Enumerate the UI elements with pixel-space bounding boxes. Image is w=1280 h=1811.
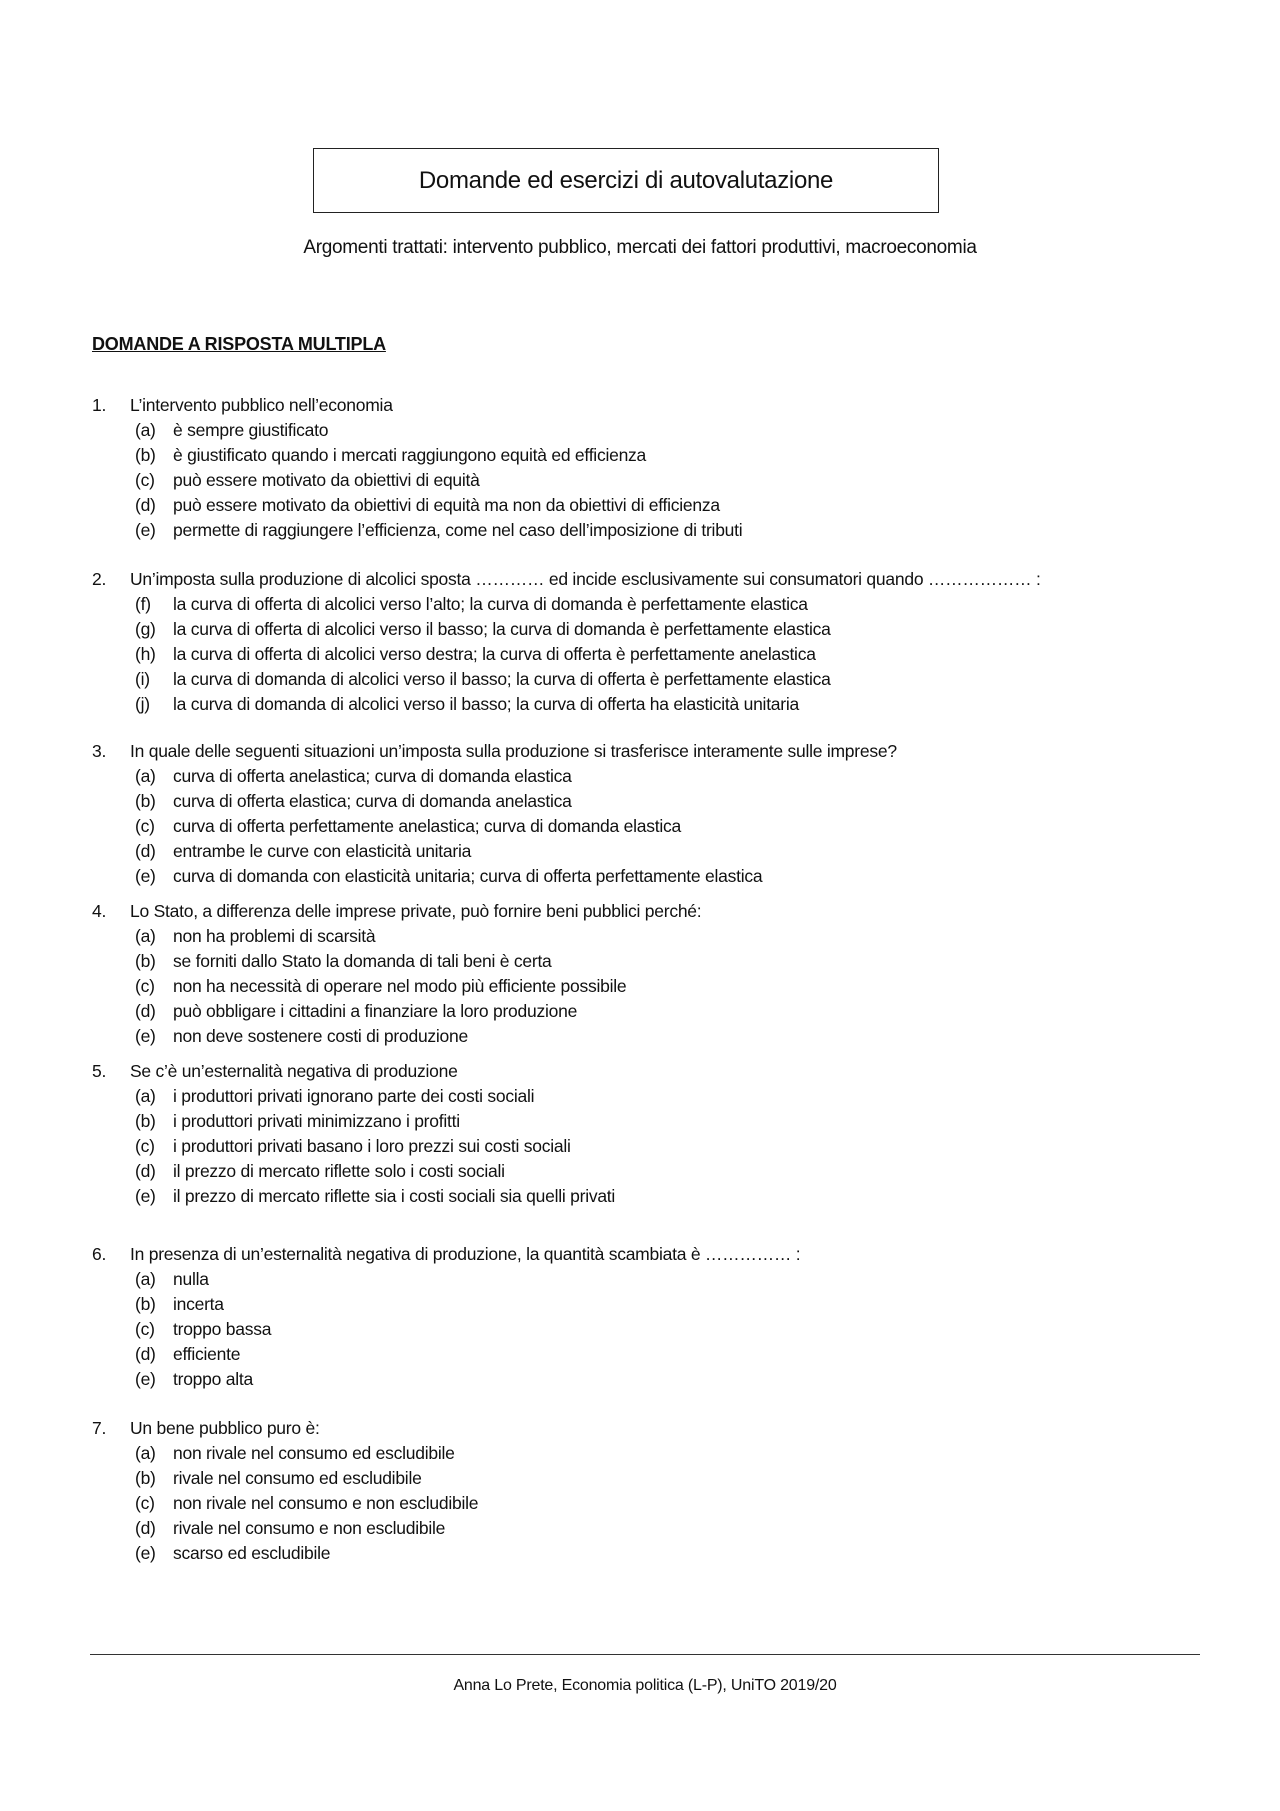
- question-stem: [92, 1059, 1192, 1084]
- option-text: può essere motivato da obiettivi di equità ma non da obiettivi di efficienza: [173, 495, 720, 515]
- title-box: [313, 148, 939, 213]
- answer-option: [92, 692, 1192, 717]
- question-stem: [92, 567, 1192, 592]
- option-text: curva di domanda con elasticità unitaria; curva di offerta perfettamente elastica: [173, 866, 763, 886]
- option-text: nulla: [173, 1269, 209, 1289]
- answer-option: [92, 1317, 1192, 1342]
- page-subtitle: Argomenti trattati: intervento pubblico, mercati dei fattori produttivi, macroeconomia: [303, 237, 977, 258]
- option-letter: (e): [135, 1186, 156, 1206]
- option-letter: (e): [135, 1543, 156, 1563]
- option-text: curva di offerta anelastica; curva di domanda elastica: [173, 766, 572, 786]
- option-letter: (e): [135, 1369, 156, 1389]
- question-number: 5.: [92, 1061, 107, 1081]
- option-text: non deve sostenere costi di produzione: [173, 1026, 469, 1046]
- answer-option: [92, 592, 1192, 617]
- option-text: rivale nel consumo e non escludibile: [173, 1518, 446, 1538]
- option-text: può obbligare i cittadini a finanziare la loro produzione: [173, 1001, 578, 1021]
- answer-option: [92, 617, 1192, 642]
- option-text: la curva di offerta di alcolici verso l’alto; la curva di domanda è perfettamente elastica: [173, 594, 808, 614]
- answer-option: [92, 518, 1192, 543]
- answer-option: [92, 1184, 1192, 1209]
- question-6: [92, 1242, 1192, 1392]
- option-letter: (a): [135, 420, 156, 440]
- option-letter: (d): [135, 1344, 156, 1364]
- answer-option: [92, 864, 1192, 889]
- answer-option: [92, 1159, 1192, 1184]
- question-text: Lo Stato, a differenza delle imprese private, può fornire beni pubblici perché:: [130, 901, 702, 921]
- answer-option: [92, 1292, 1192, 1317]
- answer-option: [92, 468, 1192, 493]
- question-text: Se c’è un’esternalità negativa di produzione: [130, 1061, 458, 1081]
- option-letter: (f): [135, 594, 151, 614]
- option-letter: (a): [135, 1269, 156, 1289]
- question-3: [92, 739, 1192, 889]
- option-text: efficiente: [173, 1344, 241, 1364]
- option-text: permette di raggiungere l’efficienza, come nel caso dell’imposizione di tributi: [173, 520, 743, 540]
- option-text: è giustificato quando i mercati raggiungono equità ed efficienza: [173, 445, 647, 465]
- answer-option: [92, 642, 1192, 667]
- answer-option: [92, 924, 1192, 949]
- answer-option: [92, 974, 1192, 999]
- footer-divider: [90, 1654, 1200, 1655]
- option-letter: (d): [135, 1001, 156, 1021]
- option-text: incerta: [173, 1294, 224, 1314]
- question-text: Un’imposta sulla produzione di alcolici sposta ………… ed incide esclusivamente sui consumatori quando ……………… :: [130, 569, 1041, 589]
- answer-option: [92, 443, 1192, 468]
- option-text: se forniti dallo Stato la domanda di tali beni è certa: [173, 951, 552, 971]
- option-text: entrambe le curve con elasticità unitaria: [173, 841, 472, 861]
- option-text: rivale nel consumo ed escludibile: [173, 1468, 422, 1488]
- option-letter: (a): [135, 766, 156, 786]
- option-text: la curva di domanda di alcolici verso il basso; la curva di offerta ha elasticità unitaria: [173, 694, 799, 714]
- answer-option: [92, 1466, 1192, 1491]
- answer-option: [92, 1342, 1192, 1367]
- answer-option: [92, 493, 1192, 518]
- option-letter: (c): [135, 1319, 155, 1339]
- question-number: 7.: [92, 1418, 107, 1438]
- option-letter: (b): [135, 1294, 156, 1314]
- option-letter: (e): [135, 1026, 156, 1046]
- option-text: troppo alta: [173, 1369, 253, 1389]
- question-stem: [92, 899, 1192, 924]
- option-letter: (b): [135, 1468, 156, 1488]
- answer-option: [92, 789, 1192, 814]
- option-letter: (c): [135, 1136, 155, 1156]
- option-letter: (j): [135, 694, 150, 714]
- answer-option: [92, 1441, 1192, 1466]
- option-letter: (e): [135, 866, 156, 886]
- answer-option: [92, 949, 1192, 974]
- option-letter: (b): [135, 791, 156, 811]
- option-text: la curva di offerta di alcolici verso destra; la curva di offerta è perfettamente anelastica: [173, 644, 816, 664]
- option-letter: (c): [135, 816, 155, 836]
- answer-option: [92, 1267, 1192, 1292]
- question-stem: [92, 1416, 1192, 1441]
- option-text: non ha necessità di operare nel modo più efficiente possibile: [173, 976, 627, 996]
- option-letter: (c): [135, 470, 155, 490]
- option-text: curva di offerta perfettamente anelastica; curva di domanda elastica: [173, 816, 681, 836]
- option-text: i produttori privati minimizzano i profitti: [173, 1111, 460, 1131]
- option-letter: (i): [135, 669, 150, 689]
- question-text: Un bene pubblico puro è:: [130, 1418, 320, 1438]
- page-footer: Anna Lo Prete, Economia politica (L-P), UniTO 2019/20: [453, 1677, 837, 1694]
- option-letter: (a): [135, 926, 156, 946]
- question-number: 3.: [92, 741, 107, 761]
- answer-option: [92, 1516, 1192, 1541]
- option-text: la curva di domanda di alcolici verso il basso; la curva di offerta è perfettamente elastica: [173, 669, 831, 689]
- option-text: non ha problemi di scarsità: [173, 926, 376, 946]
- question-2: [92, 567, 1192, 717]
- option-text: è sempre giustificato: [173, 420, 329, 440]
- question-1: [92, 393, 1192, 543]
- answer-option: [92, 839, 1192, 864]
- answer-option: [92, 667, 1192, 692]
- option-letter: (d): [135, 841, 156, 861]
- option-text: il prezzo di mercato riflette sia i costi sociali sia quelli privati: [173, 1186, 616, 1206]
- question-text: L’intervento pubblico nell’economia: [130, 395, 393, 415]
- question-7: [92, 1416, 1192, 1566]
- question-number: 2.: [92, 569, 107, 589]
- answer-option: [92, 1109, 1192, 1134]
- option-text: curva di offerta elastica; curva di domanda anelastica: [173, 791, 572, 811]
- answer-option: [92, 1084, 1192, 1109]
- option-letter: (h): [135, 644, 156, 664]
- option-letter: (g): [135, 619, 156, 639]
- option-letter: (e): [135, 520, 156, 540]
- answer-option: [92, 1491, 1192, 1516]
- option-letter: (b): [135, 1111, 156, 1131]
- question-stem: [92, 393, 1192, 418]
- answer-option: [92, 1367, 1192, 1392]
- answer-option: [92, 418, 1192, 443]
- option-letter: (b): [135, 951, 156, 971]
- option-letter: (c): [135, 1493, 155, 1513]
- question-stem: [92, 1242, 1192, 1267]
- question-number: 4.: [92, 901, 107, 921]
- option-text: troppo bassa: [173, 1319, 272, 1339]
- question-5: [92, 1059, 1192, 1209]
- answer-option: [92, 764, 1192, 789]
- option-text: i produttori privati basano i loro prezzi sui costi sociali: [173, 1136, 571, 1156]
- question-text: In quale delle seguenti situazioni un’imposta sulla produzione si trasferisce interamente sulle imprese?: [130, 741, 897, 761]
- question-number: 1.: [92, 395, 107, 415]
- question-4: [92, 899, 1192, 1049]
- option-text: può essere motivato da obiettivi di equità: [173, 470, 480, 490]
- option-text: la curva di offerta di alcolici verso il basso; la curva di domanda è perfettamente elastica: [173, 619, 831, 639]
- option-letter: (d): [135, 1161, 156, 1181]
- answer-option: [92, 999, 1192, 1024]
- option-text: non rivale nel consumo ed escludibile: [173, 1443, 455, 1463]
- option-text: il prezzo di mercato riflette solo i costi sociali: [173, 1161, 505, 1181]
- option-letter: (b): [135, 445, 156, 465]
- option-text: non rivale nel consumo e non escludibile: [173, 1493, 479, 1513]
- option-letter: (a): [135, 1086, 156, 1106]
- option-letter: (c): [135, 976, 155, 996]
- option-letter: (a): [135, 1443, 156, 1463]
- section-heading: DOMANDE A RISPOSTA MULTIPLA: [92, 334, 386, 354]
- option-text: scarso ed escludibile: [173, 1543, 331, 1563]
- option-letter: (d): [135, 495, 156, 515]
- page-title: Domande ed esercizi di autovalutazione: [418, 166, 834, 194]
- answer-option: [92, 1024, 1192, 1049]
- option-letter: (d): [135, 1518, 156, 1538]
- question-text: In presenza di un’esternalità negativa di produzione, la quantità scambiata è …………… :: [130, 1244, 801, 1264]
- answer-option: [92, 814, 1192, 839]
- option-text: i produttori privati ignorano parte dei costi sociali: [173, 1086, 535, 1106]
- answer-option: [92, 1541, 1192, 1566]
- question-number: 6.: [92, 1244, 107, 1264]
- answer-option: [92, 1134, 1192, 1159]
- question-stem: [92, 739, 1192, 764]
